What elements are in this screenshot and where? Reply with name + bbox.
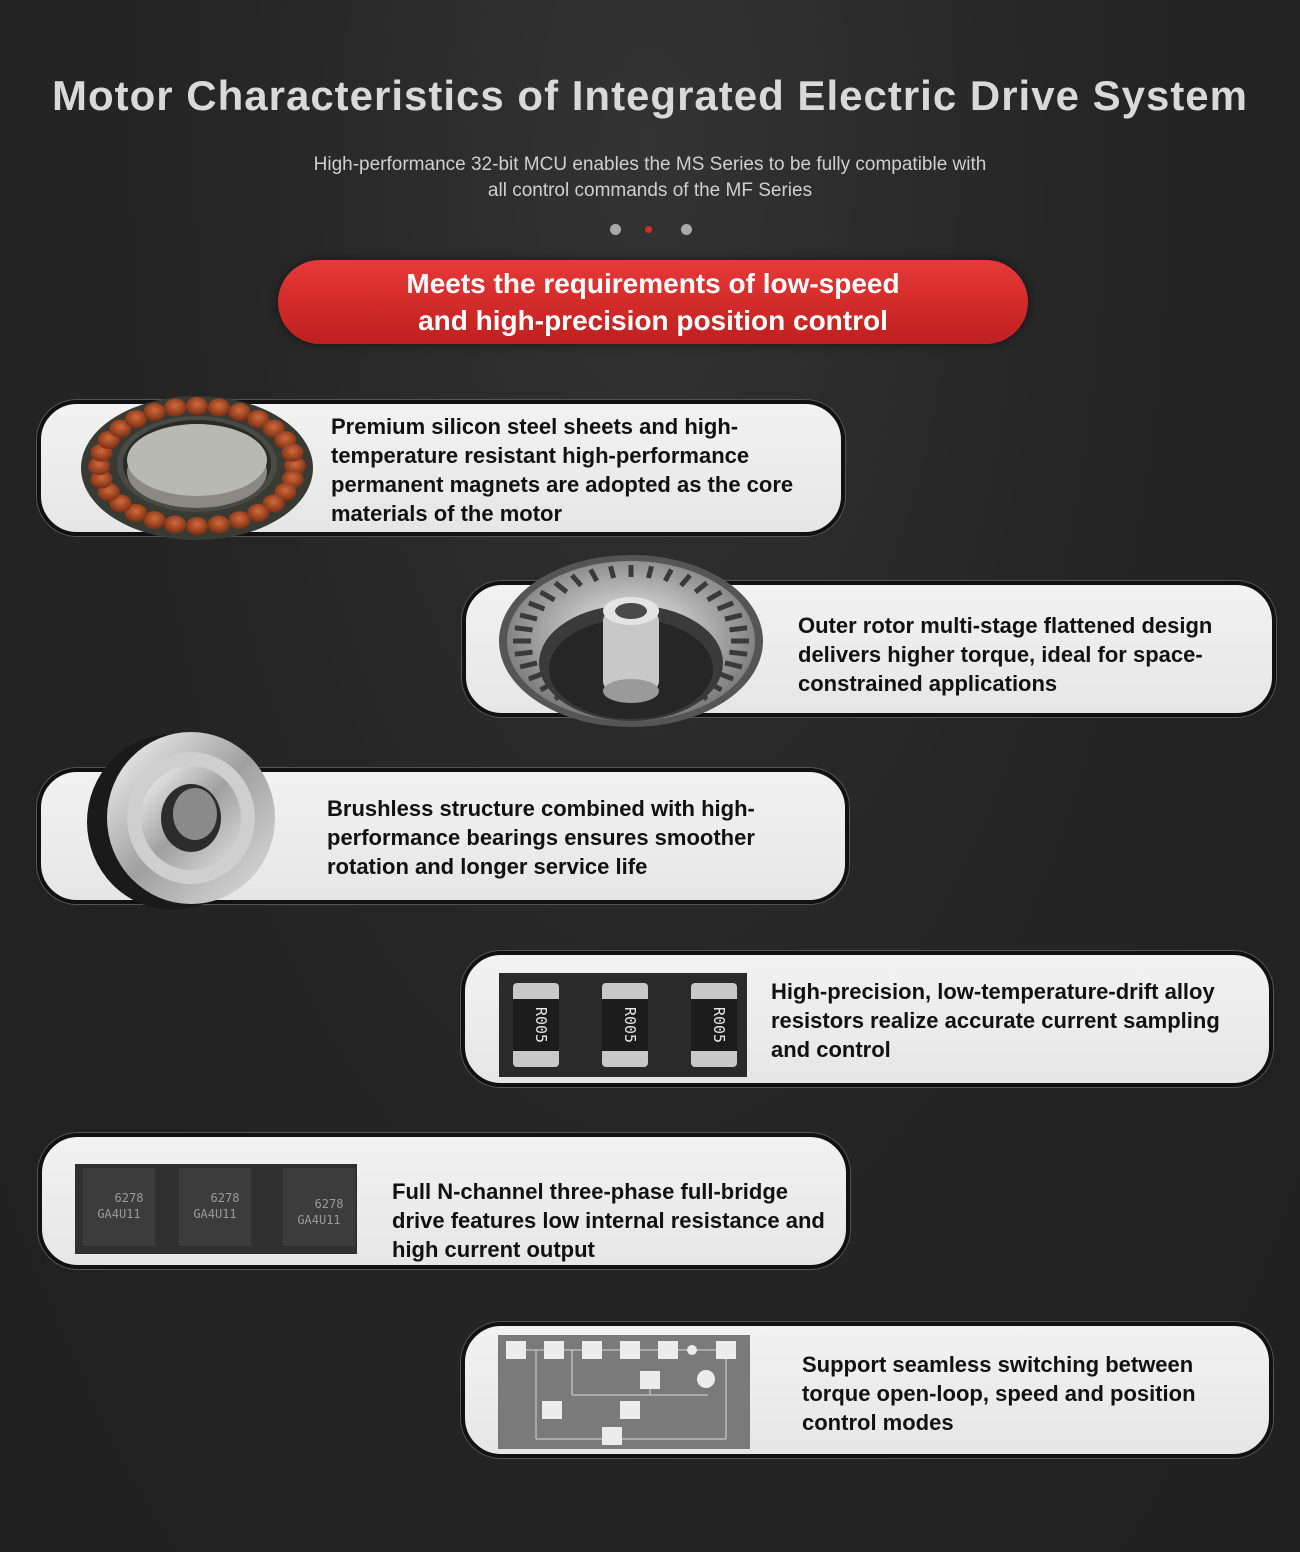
mosfet-chip bbox=[283, 1168, 355, 1246]
feature-card-rotor bbox=[462, 581, 1276, 717]
feature-line: temperature resistant high-performance bbox=[331, 443, 750, 468]
feature-line: Brushless structure combined with high- bbox=[327, 796, 755, 821]
chip-label: GA4U11 bbox=[193, 1207, 237, 1221]
coil-winding bbox=[186, 397, 208, 415]
resistor bbox=[513, 983, 559, 1067]
pager-dots bbox=[0, 224, 1300, 236]
feature-card-stator bbox=[37, 400, 845, 536]
feature-line: Support seamless switching between bbox=[802, 1352, 1194, 1377]
stator-coil-icon bbox=[77, 380, 317, 540]
diagram-block bbox=[620, 1341, 640, 1359]
feature-text bbox=[771, 977, 1261, 1064]
coil-winding bbox=[164, 516, 186, 534]
diagram-block bbox=[640, 1371, 660, 1389]
feature-line: high current output bbox=[392, 1237, 595, 1262]
feature-line: Premium silicon steel sheets and high- bbox=[331, 414, 739, 439]
pager-dot-3[interactable] bbox=[681, 224, 692, 235]
resistor-label: R005 bbox=[710, 1006, 728, 1044]
coil-winding bbox=[144, 403, 166, 421]
outer-rotor-icon bbox=[496, 551, 766, 727]
coil-winding bbox=[186, 517, 208, 535]
resistor-label: R005 bbox=[621, 1006, 639, 1044]
diagram-block bbox=[544, 1341, 564, 1359]
highlight-banner bbox=[278, 260, 1028, 344]
diagram-block bbox=[542, 1401, 562, 1419]
feature-text bbox=[392, 1177, 842, 1264]
diagram-block bbox=[716, 1341, 736, 1359]
coil-winding bbox=[208, 516, 230, 534]
resistor-label: R005 bbox=[532, 1006, 550, 1044]
diagram-block bbox=[582, 1341, 602, 1359]
feature-line: drive features low internal resistance and bbox=[392, 1208, 825, 1233]
feature-line: Full N-channel three-phase full-bridge bbox=[392, 1179, 789, 1204]
chip-label: GA4U11 bbox=[97, 1207, 141, 1221]
banner-line: and high-precision position control bbox=[418, 305, 888, 336]
magnet-slot bbox=[515, 652, 533, 654]
magnet-slot bbox=[648, 566, 651, 578]
mosfet-chip bbox=[179, 1168, 251, 1246]
diagram-block bbox=[602, 1427, 622, 1445]
feature-line: control modes bbox=[802, 1410, 954, 1435]
feature-line: rotation and longer service life bbox=[327, 854, 648, 879]
pager-dot-2-active[interactable] bbox=[645, 226, 652, 233]
coil-winding bbox=[208, 399, 230, 417]
coil-winding bbox=[282, 444, 304, 462]
page-title: Motor Characteristics of Integrated Electric Drive System bbox=[51, 72, 1249, 119]
magnet-slot bbox=[515, 628, 533, 630]
feature-line: resistors realize accurate current sampling bbox=[771, 1008, 1220, 1033]
alloy-resistor-icon bbox=[499, 973, 747, 1077]
feature-line: Outer rotor multi-stage flattened design bbox=[798, 613, 1213, 638]
mosfet-chip bbox=[83, 1168, 155, 1246]
diagram-block bbox=[506, 1341, 526, 1359]
page-subtitle bbox=[250, 152, 1050, 204]
mosfet-chip-icon bbox=[75, 1164, 357, 1254]
feature-text bbox=[802, 1350, 1252, 1437]
banner-line: Meets the requirements of low-speed bbox=[406, 268, 900, 299]
bearing-icon bbox=[81, 722, 281, 912]
feature-line: materials of the motor bbox=[331, 501, 563, 526]
chip-label: 6278 bbox=[314, 1197, 344, 1211]
feature-line: delivers higher torque, ideal for space- bbox=[798, 642, 1203, 667]
magnet-slot bbox=[730, 628, 748, 630]
control-block-diagram-icon bbox=[498, 1335, 750, 1449]
feature-line: and control bbox=[771, 1037, 891, 1062]
diagram-block bbox=[658, 1341, 678, 1359]
feature-line: High-precision, low-temperature-drift alloy bbox=[771, 979, 1215, 1004]
pager-dot-1[interactable] bbox=[610, 224, 621, 235]
feature-text bbox=[331, 412, 836, 528]
magnet-slot bbox=[611, 566, 614, 578]
subtitle-line: all control commands of the MF Series bbox=[487, 180, 813, 201]
resistor bbox=[691, 983, 737, 1067]
coil-winding bbox=[164, 399, 186, 417]
magnet-slot bbox=[730, 652, 748, 654]
chip-label: GA4U11 bbox=[297, 1213, 341, 1227]
feature-line: torque open-loop, speed and position bbox=[802, 1381, 1196, 1406]
chip-label: 6278 bbox=[210, 1191, 240, 1205]
feature-card-mosfet bbox=[38, 1133, 850, 1269]
feature-line: constrained applications bbox=[798, 671, 1058, 696]
coil-winding bbox=[229, 511, 251, 529]
feature-card-control bbox=[461, 1322, 1273, 1458]
feature-text bbox=[798, 611, 1258, 698]
feature-card-bearing bbox=[37, 768, 849, 904]
feature-line: permanent magnets are adopted as the core bbox=[331, 472, 794, 497]
feature-text bbox=[327, 794, 827, 881]
chip-label: 6278 bbox=[114, 1191, 144, 1205]
subtitle-line: High-performance 32-bit MCU enables the MS Series to be fully compatible with bbox=[313, 154, 987, 175]
resistor bbox=[602, 983, 648, 1067]
feature-line: performance bearings ensures smoother bbox=[327, 825, 755, 850]
feature-card-resistors bbox=[461, 951, 1273, 1087]
diagram-block bbox=[620, 1401, 640, 1419]
